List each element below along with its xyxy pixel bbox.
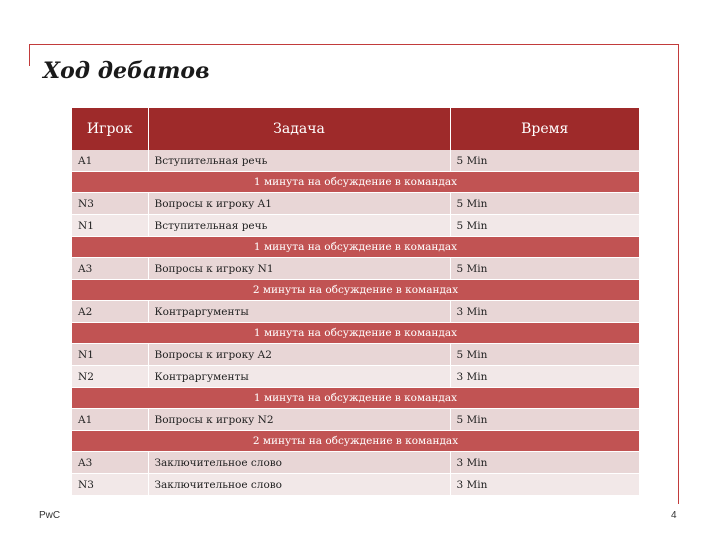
table-row (72, 215, 639, 237)
header-time: Время (450, 108, 639, 150)
cell-player: A1 (72, 409, 148, 431)
discussion-row (72, 172, 639, 193)
cell-task: Контраргументы (148, 301, 450, 323)
discussion-text: 2 минуты на обсуждение в командах (72, 280, 639, 301)
cell-player: N3 (72, 193, 148, 215)
cell-player: N1 (72, 215, 148, 237)
table-row (72, 193, 639, 215)
discussion-row (72, 237, 639, 258)
cell-player: A3 (72, 258, 148, 280)
cell-time: 5 Min (450, 344, 639, 366)
table-row (72, 366, 639, 388)
cell-time: 3 Min (450, 366, 639, 388)
decorative-horizontal-rule (29, 44, 678, 45)
discussion-text: 1 минута на обсуждение в командах (72, 388, 639, 409)
table-row (72, 344, 639, 366)
cell-time: 5 Min (450, 215, 639, 237)
cell-time: 3 Min (450, 474, 639, 496)
cell-task: Заключительное слово (148, 452, 450, 474)
discussion-text: 1 минута на обсуждение в командах (72, 172, 639, 193)
cell-player: N3 (72, 474, 148, 496)
discussion-text: 1 минута на обсуждение в командах (72, 237, 639, 258)
table-row (72, 150, 639, 172)
cell-player: A1 (72, 150, 148, 172)
decorative-right-rule (678, 44, 679, 504)
cell-player: N2 (72, 366, 148, 388)
cell-time: 3 Min (450, 301, 639, 323)
cell-task: Вопросы к игроку N2 (148, 409, 450, 431)
discussion-row (72, 388, 639, 409)
slide-title: Ход дебатов (43, 58, 210, 84)
table-body (72, 150, 639, 496)
discussion-row (72, 280, 639, 301)
table-row (72, 258, 639, 280)
cell-player: A2 (72, 301, 148, 323)
cell-time: 5 Min (450, 150, 639, 172)
header-task: Задача (148, 108, 450, 150)
page-number: 4 (671, 510, 677, 521)
cell-task: Вступительная речь (148, 215, 450, 237)
cell-task: Вопросы к игроку A2 (148, 344, 450, 366)
table-row (72, 409, 639, 431)
cell-time: 5 Min (450, 409, 639, 431)
discussion-text: 1 минута на обсуждение в командах (72, 323, 639, 344)
table-header-row (72, 108, 639, 150)
table-row (72, 474, 639, 496)
header-player: Игрок (72, 108, 148, 150)
cell-player: A3 (72, 452, 148, 474)
cell-player: N1 (72, 344, 148, 366)
cell-time: 5 Min (450, 193, 639, 215)
discussion-row (72, 323, 639, 344)
cell-time: 5 Min (450, 258, 639, 280)
cell-time: 3 Min (450, 452, 639, 474)
cell-task: Контраргументы (148, 366, 450, 388)
decorative-vertical-rule (29, 44, 30, 66)
discussion-text: 2 минуты на обсуждение в командах (72, 431, 639, 452)
debate-schedule-table (72, 108, 639, 496)
cell-task: Заключительное слово (148, 474, 450, 496)
cell-task: Вопросы к игроку N1 (148, 258, 450, 280)
cell-task: Вопросы к игроку A1 (148, 193, 450, 215)
cell-task: Вступительная речь (148, 150, 450, 172)
discussion-row (72, 431, 639, 452)
footer-brand: PwC (39, 510, 61, 521)
table-row (72, 301, 639, 323)
table-row (72, 452, 639, 474)
